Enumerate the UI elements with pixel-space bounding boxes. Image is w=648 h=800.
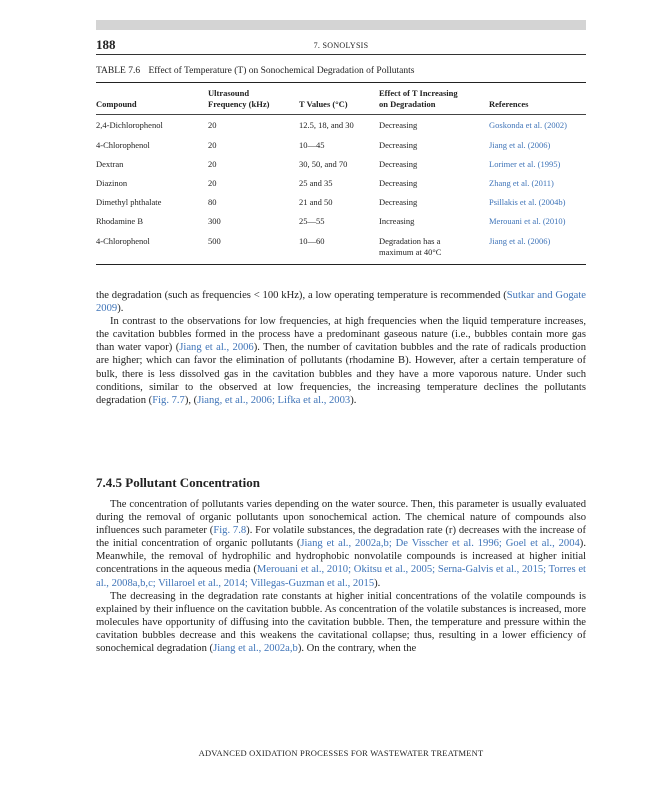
cell-compound: Dimethyl phthalate xyxy=(96,197,162,207)
text-run: ). For volatile substances, the degradation rate (r) decreases with the increase of the initial concentration of organic pollutants ( xyxy=(96,525,587,550)
cell-effect: Decreasing xyxy=(379,140,418,150)
citation-link[interactable]: Jiang et al., 2002a,b; De Visscher et al. 1996; Goel et al., 2004 xyxy=(300,538,580,550)
cell-reference-link[interactable]: Goskonda et al. (2002) xyxy=(489,120,567,130)
cell-frequency: 20 xyxy=(208,178,217,188)
col-header-frequency xyxy=(208,88,269,110)
paragraph xyxy=(96,315,586,407)
table-top-rule xyxy=(96,82,586,83)
cell-compound: 2,4-Dichlorophenol xyxy=(96,120,163,130)
citation-link[interactable]: Jiang et al., 2002a,b xyxy=(213,643,298,655)
text-run: ), ( xyxy=(184,394,198,406)
cell-tvalues: 30, 50, and 70 xyxy=(299,159,348,169)
col-header-references: References xyxy=(489,99,529,109)
text-run: ). Then, the number of cavitation bubbles and the rate of radicals production are higher; which can favor the elimination of pollutants (rhodamine B). However, after a certain temperature of bulk, there is less dissolved gas in the cavitation bubbles and they have a more vaporous nature. Under such conditions, similar to the observed at low frequencies, the increasing temperature declines the pollutants degradation ( xyxy=(96,342,586,406)
cell-frequency: 80 xyxy=(208,197,217,207)
cell-effect: Decreasing xyxy=(379,120,418,130)
page-number: 188 xyxy=(96,37,116,52)
text-run: The concentration of pollutants varies depending on the water source. Then, this parameter is usually evaluated during the removal of organic pollutants upon sonochemical action. The chemical nature of compounds also influences such parameter ( xyxy=(96,499,586,537)
cell-tvalues: 25—55 xyxy=(299,216,325,226)
text-run: ). xyxy=(374,577,381,589)
header-rule xyxy=(96,54,586,55)
cell-frequency: 20 xyxy=(208,140,217,150)
col-header-tvalues: T Values (°C) xyxy=(299,99,348,109)
text-run: In contrast to the observations for low frequencies, at high frequencies when the liquid temperature increases, the cavitation bubbles formed in the process have a predominant gaseous nature (i.e., bubbles contain more gas than water vapor) ( xyxy=(96,316,586,354)
cell-reference-link[interactable]: Psillakis et al. (2004b) xyxy=(489,197,566,207)
citation-link[interactable]: Jiang et al., 2006 xyxy=(179,342,254,354)
cell-frequency: 300 xyxy=(208,216,221,226)
header-bar xyxy=(96,20,586,30)
cell-reference-link[interactable]: Zhang et al. (2011) xyxy=(489,178,554,188)
cell-compound: Diazinon xyxy=(96,178,128,188)
col-header-frequency-line2: Frequency (kHz) xyxy=(208,99,270,109)
cell-frequency: 500 xyxy=(208,236,221,246)
table-bottom-rule xyxy=(96,264,586,265)
cell-compound: Rhodamine B xyxy=(96,216,143,226)
cell-compound: Dextran xyxy=(96,159,124,169)
cell-frequency: 20 xyxy=(208,159,217,169)
cell-effect-line1: Degradation has a xyxy=(379,236,441,246)
table-header-rule xyxy=(96,114,586,115)
cell-effect: Decreasing xyxy=(379,197,418,207)
cell-effect-line2: maximum at 40°C xyxy=(379,247,442,257)
paragraph-continued xyxy=(96,289,586,315)
cell-frequency: 20 xyxy=(208,120,217,130)
cell-effect: Decreasing xyxy=(379,178,418,188)
text-run: ). xyxy=(117,303,124,315)
col-header-effect-line2: on Degradation xyxy=(379,99,436,109)
cell-tvalues: 10—60 xyxy=(299,236,325,246)
cell-effect: Increasing xyxy=(379,216,415,226)
col-header-effect-line1: Effect of T Increasing xyxy=(379,88,458,98)
text-run: ). Meanwhile, the removal of hydrophilic and hydrophobic nonvolatile compounds is increased at higher initial concentrations in the aqueous media ( xyxy=(96,538,586,576)
page-footer: ADVANCED OXIDATION PROCESSES FOR WASTEWATER TREATMENT xyxy=(198,748,484,758)
cell-tvalues: 21 and 50 xyxy=(299,197,333,207)
cell-reference-link[interactable]: Merouani et al. (2010) xyxy=(489,216,566,226)
table-caption xyxy=(96,66,414,76)
text-run: ). On the contrary, when the xyxy=(297,643,417,655)
figure-link[interactable]: Fig. 7.8 xyxy=(213,525,247,537)
text-run: the degradation (such as frequencies < 100 kHz), a low operating temperature is recommended ( xyxy=(96,290,507,301)
body-block-1 xyxy=(96,289,586,407)
col-header-frequency-line1: Ultrasound xyxy=(208,88,250,98)
paragraph xyxy=(96,590,586,655)
text-run: The decreasing in the degradation rate constants at higher initial concentrations of the volatile compounds is explained by their influence on the cavitation bubble. As concentration of the volatile substances is increased, more molecules have opportunity of diffusing into the cavitation bubble. Then, the temperature and pressure within the cavitation bubbles decrease and this weakens the cavitational collapse; thus, resulting in a lower efficiency of sonochemical degradation ( xyxy=(96,590,586,655)
body-block-2 xyxy=(96,498,586,655)
book-page xyxy=(96,0,586,800)
cell-effect xyxy=(379,236,441,258)
cell-compound: 4-Chlorophenol xyxy=(96,140,150,150)
citation-link[interactable]: Sutkar and Gogate 2009 xyxy=(96,290,587,315)
cell-reference-link[interactable]: Jiang et al. (2006) xyxy=(489,236,551,246)
citation-link[interactable]: Merouani et al., 2010; Okitsu et al., 2005; Serna-Galvis et al., 2015; Torres et al., 2008a,b,c; Villaroel et al., 2014; Villegas-Guzman et al., 2015 xyxy=(96,564,586,589)
citation-link[interactable]: Jiang, et al., 2006; Lifka et al., 2003 xyxy=(197,394,351,406)
cell-tvalues: 12.5, 18, and 30 xyxy=(299,120,354,130)
cell-tvalues: 10—45 xyxy=(299,140,325,150)
cell-tvalues: 25 and 35 xyxy=(299,178,333,188)
section-heading: 7.4.5 Pollutant Concentration xyxy=(96,475,260,490)
running-head: 7. SONOLYSIS xyxy=(313,41,369,50)
text-run: ). xyxy=(350,394,357,406)
cell-reference-link[interactable]: Jiang et al. (2006) xyxy=(489,140,551,150)
cell-reference-link[interactable]: Lorimer et al. (1995) xyxy=(489,159,561,169)
cell-effect: Decreasing xyxy=(379,159,418,169)
table-label: TABLE 7.6 xyxy=(96,66,141,76)
cell-compound: 4-Chlorophenol xyxy=(96,236,150,246)
figure-link[interactable]: Fig. 7.7 xyxy=(152,394,185,406)
col-header-effect xyxy=(379,88,458,110)
col-header-compound: Compound xyxy=(96,99,137,109)
table-title: Effect of Temperature (T) on Sonochemical Degradation of Pollutants xyxy=(148,66,415,76)
paragraph xyxy=(96,498,586,590)
